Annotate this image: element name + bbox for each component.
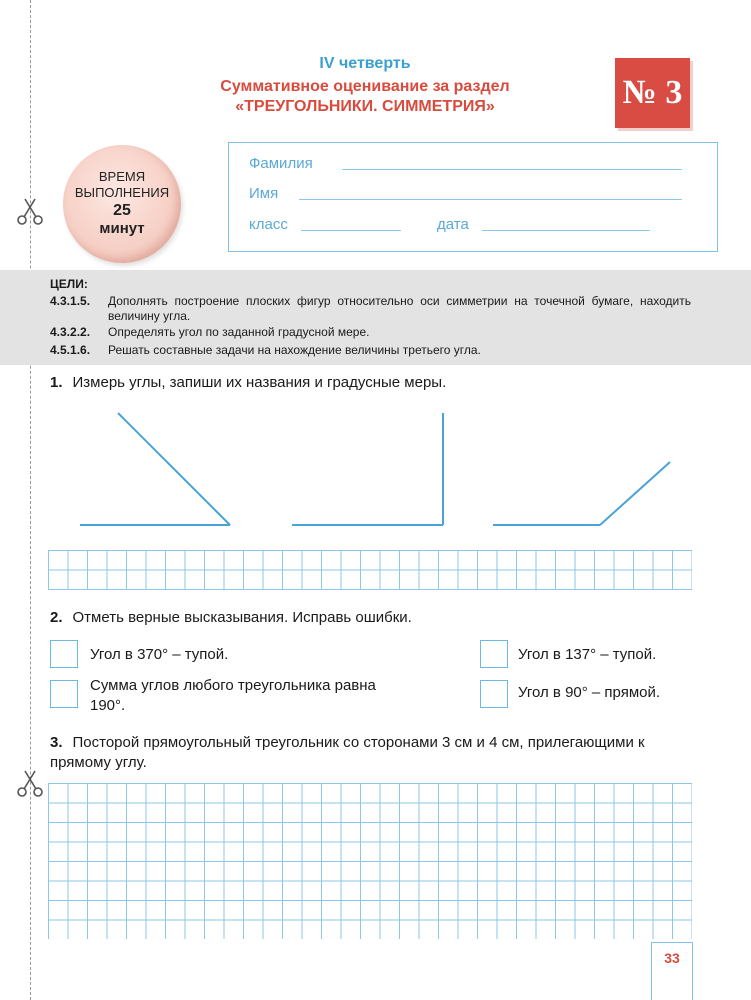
time-value: 25 [113,202,131,219]
goal-text: Определять угол по заданной градусной мере. [108,325,370,339]
answer-grid-task-1[interactable] [48,550,692,590]
time-label-line2: ВЫПОЛНЕНИЯ [74,185,170,200]
task-2 [50,608,700,628]
class-label: класс [249,216,288,233]
task-3-text: Посторой прямоугольный треугольник со сторонами 3 см и 4 см, прилегающими к прямому углу. [50,734,645,771]
goal-code: 4.3.2.2. [50,325,91,339]
task-1-number: 1. [50,374,63,391]
class-field[interactable] [301,230,401,231]
scissors-icon [14,768,46,800]
drawing-grid-task-3[interactable] [48,783,692,939]
statement-checkbox[interactable] [50,640,78,668]
time-label-line1: ВРЕМЯ [98,169,146,184]
date-field[interactable] [482,230,650,231]
assessment-number-badge: № 3 [615,58,690,128]
statement-text: Угол в 90° – прямой. [518,684,661,701]
section-title-line1: Суммативное оценивание за раздел [220,78,510,95]
surname-label: Фамилия [249,155,313,172]
task-2-number: 2. [50,609,63,626]
task-2-text: Отметь верные высказывания. Исправь ошибки. [72,609,412,626]
statement-text: Угол в 137° – тупой. [518,646,657,663]
task-1 [50,373,700,393]
goal-text: Решать составные задачи на нахождение величины третьего угла. [108,343,481,357]
angles-figure [0,400,751,535]
statement-checkbox[interactable] [480,680,508,708]
section-title-line2: «ТРЕУГОЛЬНИКИ. СИММЕТРИЯ» [235,98,495,115]
name-label: Имя [249,185,279,202]
goal-text: Дополнять построение плоских фигур относительно оси симметрии на точечной бумаге, находить величину угла. [108,294,691,323]
section-title [150,77,580,117]
quarter-label: IV четверть [319,55,411,72]
task-3 [50,733,700,773]
task-3-number: 3. [50,734,63,751]
angle-3-ray-side [600,462,670,525]
statement-checkbox[interactable] [50,680,78,708]
name-field[interactable] [299,199,682,200]
goal-code: 4.3.1.5. [50,294,91,308]
surname-field[interactable] [342,169,682,170]
goals-heading: ЦЕЛИ: [50,277,88,291]
goal-code: 4.5.1.6. [50,343,91,357]
statement-text: Сумма углов любого треугольника равна 190°. [90,677,376,714]
page-number: 33 [651,942,693,1000]
statement-text: Угол в 370° – тупой. [90,646,229,663]
date-label: дата [437,216,469,233]
angle-1-ray-side [118,413,230,525]
statement-checkbox[interactable] [480,640,508,668]
time-unit: минут [99,220,145,237]
student-info-box [228,142,718,252]
goals-section [0,270,751,365]
time-badge [63,145,181,263]
task-1-text: Измерь углы, запиши их названия и градусные меры. [72,374,447,391]
scissors-icon [14,196,46,228]
